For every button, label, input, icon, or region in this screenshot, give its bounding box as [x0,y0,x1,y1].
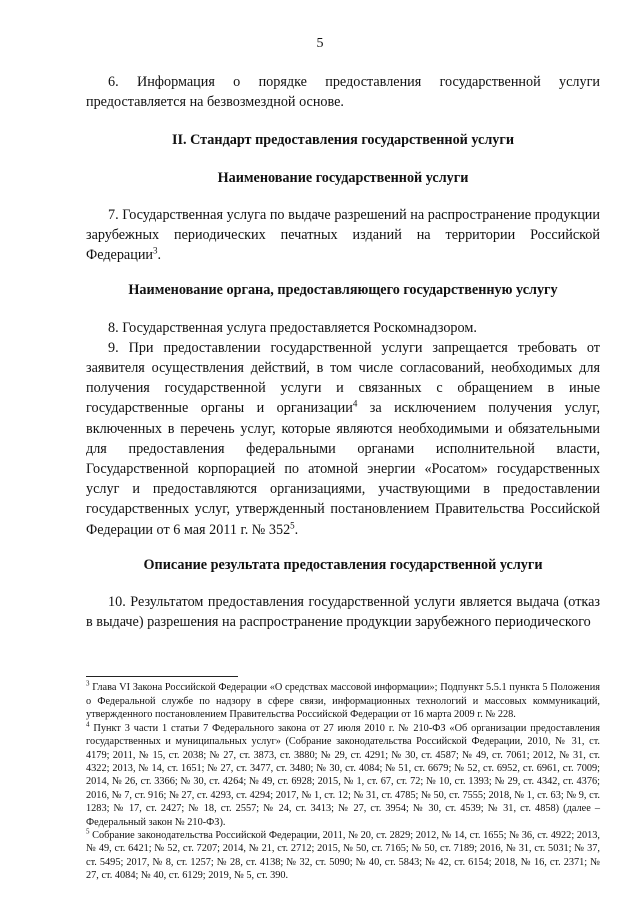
footnote-divider [86,676,238,677]
footnote-3 [86,681,600,721]
paragraph-10: 10. Результатом предоставления государственной услуги является выдача (отказ в выдаче) разрешения на распространение продукции зарубежного периодического [86,594,600,631]
paragraph-7 [86,205,600,266]
paragraph-9-text-a: 9. При предоставлении государственной услуги запрещается требовать от заявителя осуществления действий, в том числе согласований, необходимых для получения государственной услуги и связанных с обращением в иные государственные органы и организации [86,339,600,417]
paragraph-9-end: . [294,521,299,538]
subheading-result: Описание результата предоставления государственной услуги [143,556,543,573]
footnote-mark: 4 [86,720,90,729]
footnote-mark: 5 [86,827,90,836]
footnote-ref-4[interactable]: 4 [352,398,358,409]
footnote-5 [86,829,600,883]
main-text [86,72,600,632]
paragraph-7-text: 7. Государственная услуга по выдаче разрешений на распространение продукции зарубежных периодических печатных изданий на территории Российской Федерации [86,206,600,264]
footnote-text: Пункт 3 части 1 статьи 7 Федерального закона от 27 июля 2010 г. № 210-ФЗ «Об организации предоставления государственных и муниципальных услуг» (Собрание законодательства Российской Федерации, 2010, № 31, ст. 4179; 2011, № 15, ст. 2038; № 27, ст. 3873, ст. 3880; № 29, ст. 4291; № 30, ст. 4587; № 49, ст. 7061; 2012, № 31, ст. 4322; 2013, № 14, ст. 1651; № 27, ст. 3477, ст. 3480; № 30, ст. 4084; № 51, ст. 6679; № 52, ст. 6952, ст. 6961, ст. 7009; 2014, № 26, ст. 3366; № 30, ст. 4264; № 49, ст. 6928; 2015, № 1, ст. 67, ст. 72; № 10, ст. 1393; № 29, ст. 4342, ст. 4376; 2016, № 7, ст. 916; № 27, ст. 4293, ст. 4294; 2017, № 1, ст. 12; № 31, ст. 4785; № 50, ст. 7555; 2018, № 1, ст. 63; № 9, ст. 1283; № 17, ст. 2427; № 18, ст. 2557; № 24, ст. 3413; № 27, ст. 3954; № 30, ст. 4539; № 31, ст. 4858) (далее – Федеральный закон № 210-ФЗ). [86,722,600,828]
section-heading: II. Стандарт предоставления государственной услуги [171,132,515,149]
paragraph-9 [86,338,600,540]
footnote-text: Собрание законодательства Российской Федерации, 2011, № 20, ст. 2829; 2012, № 14, ст. 1655; № 36, ст. 4922; 2013, № 49, ст. 6421; № 52, ст. 7207; 2014, № 21, ст. 2712; 2015, № 50, ст. 7165; № 50, ст. 7189; 2016, № 31, ст. 5031; № 37, ст. 5495; 2017, № 8, ст. 1257; № 28, ст. 4138; № 32, ст. 5090; № 40, ст. 5843; № 42, ст. 6154; 2018, № 16, ст. 2371; № 27, ст. 4084; № 40, ст. 6129; 2019, № 5, ст. 390. [86,829,600,882]
footnote-mark: 3 [86,680,90,689]
subheading-service-name: Наименование государственной услуги [217,169,469,186]
footnotes [86,681,600,882]
footnote-4 [86,722,600,829]
paragraph-8: 8. Государственная услуга предоставляется Роскомнадзором. [108,319,477,336]
footnote-ref-3[interactable]: 3 [153,245,158,256]
paragraph-7-end: . [157,247,162,264]
footnote-text: Глава VI Закона Российской Федерации «О средствах массовой информации»; Подпункт 5.5.1 пункта 5 Положения о Федеральной службе по надзору в сфере связи, информационных технологий и массовых коммуникаций, утвержденного постановлением Правительства Российской Федерации от 16 марта 2009 г. № 228. [86,682,600,721]
page-number: 5 [316,36,324,51]
paragraph-9-text-b: за исключением получения услуг, включенных в перечень услуг, которые являются необходимыми и обязательными для предоставления федеральными органами исполнительной власти, Государственной корпорацией по атомной энергии «Росатом» государственных услуг и предоставляются организациями, участвующими в предоставлении государственных услуг, утвержденный постановлением Правительства Российской Федерации от 6 мая 2011 г. № 352 [86,400,600,538]
footnote-ref-5[interactable]: 5 [290,519,295,530]
paragraph-6: 6. Информация о порядке предоставления государственной услуги предоставляется на безвозмездной основе. [86,74,600,111]
subheading-organ: Наименование органа, предоставляющего государственную услугу [128,282,558,299]
